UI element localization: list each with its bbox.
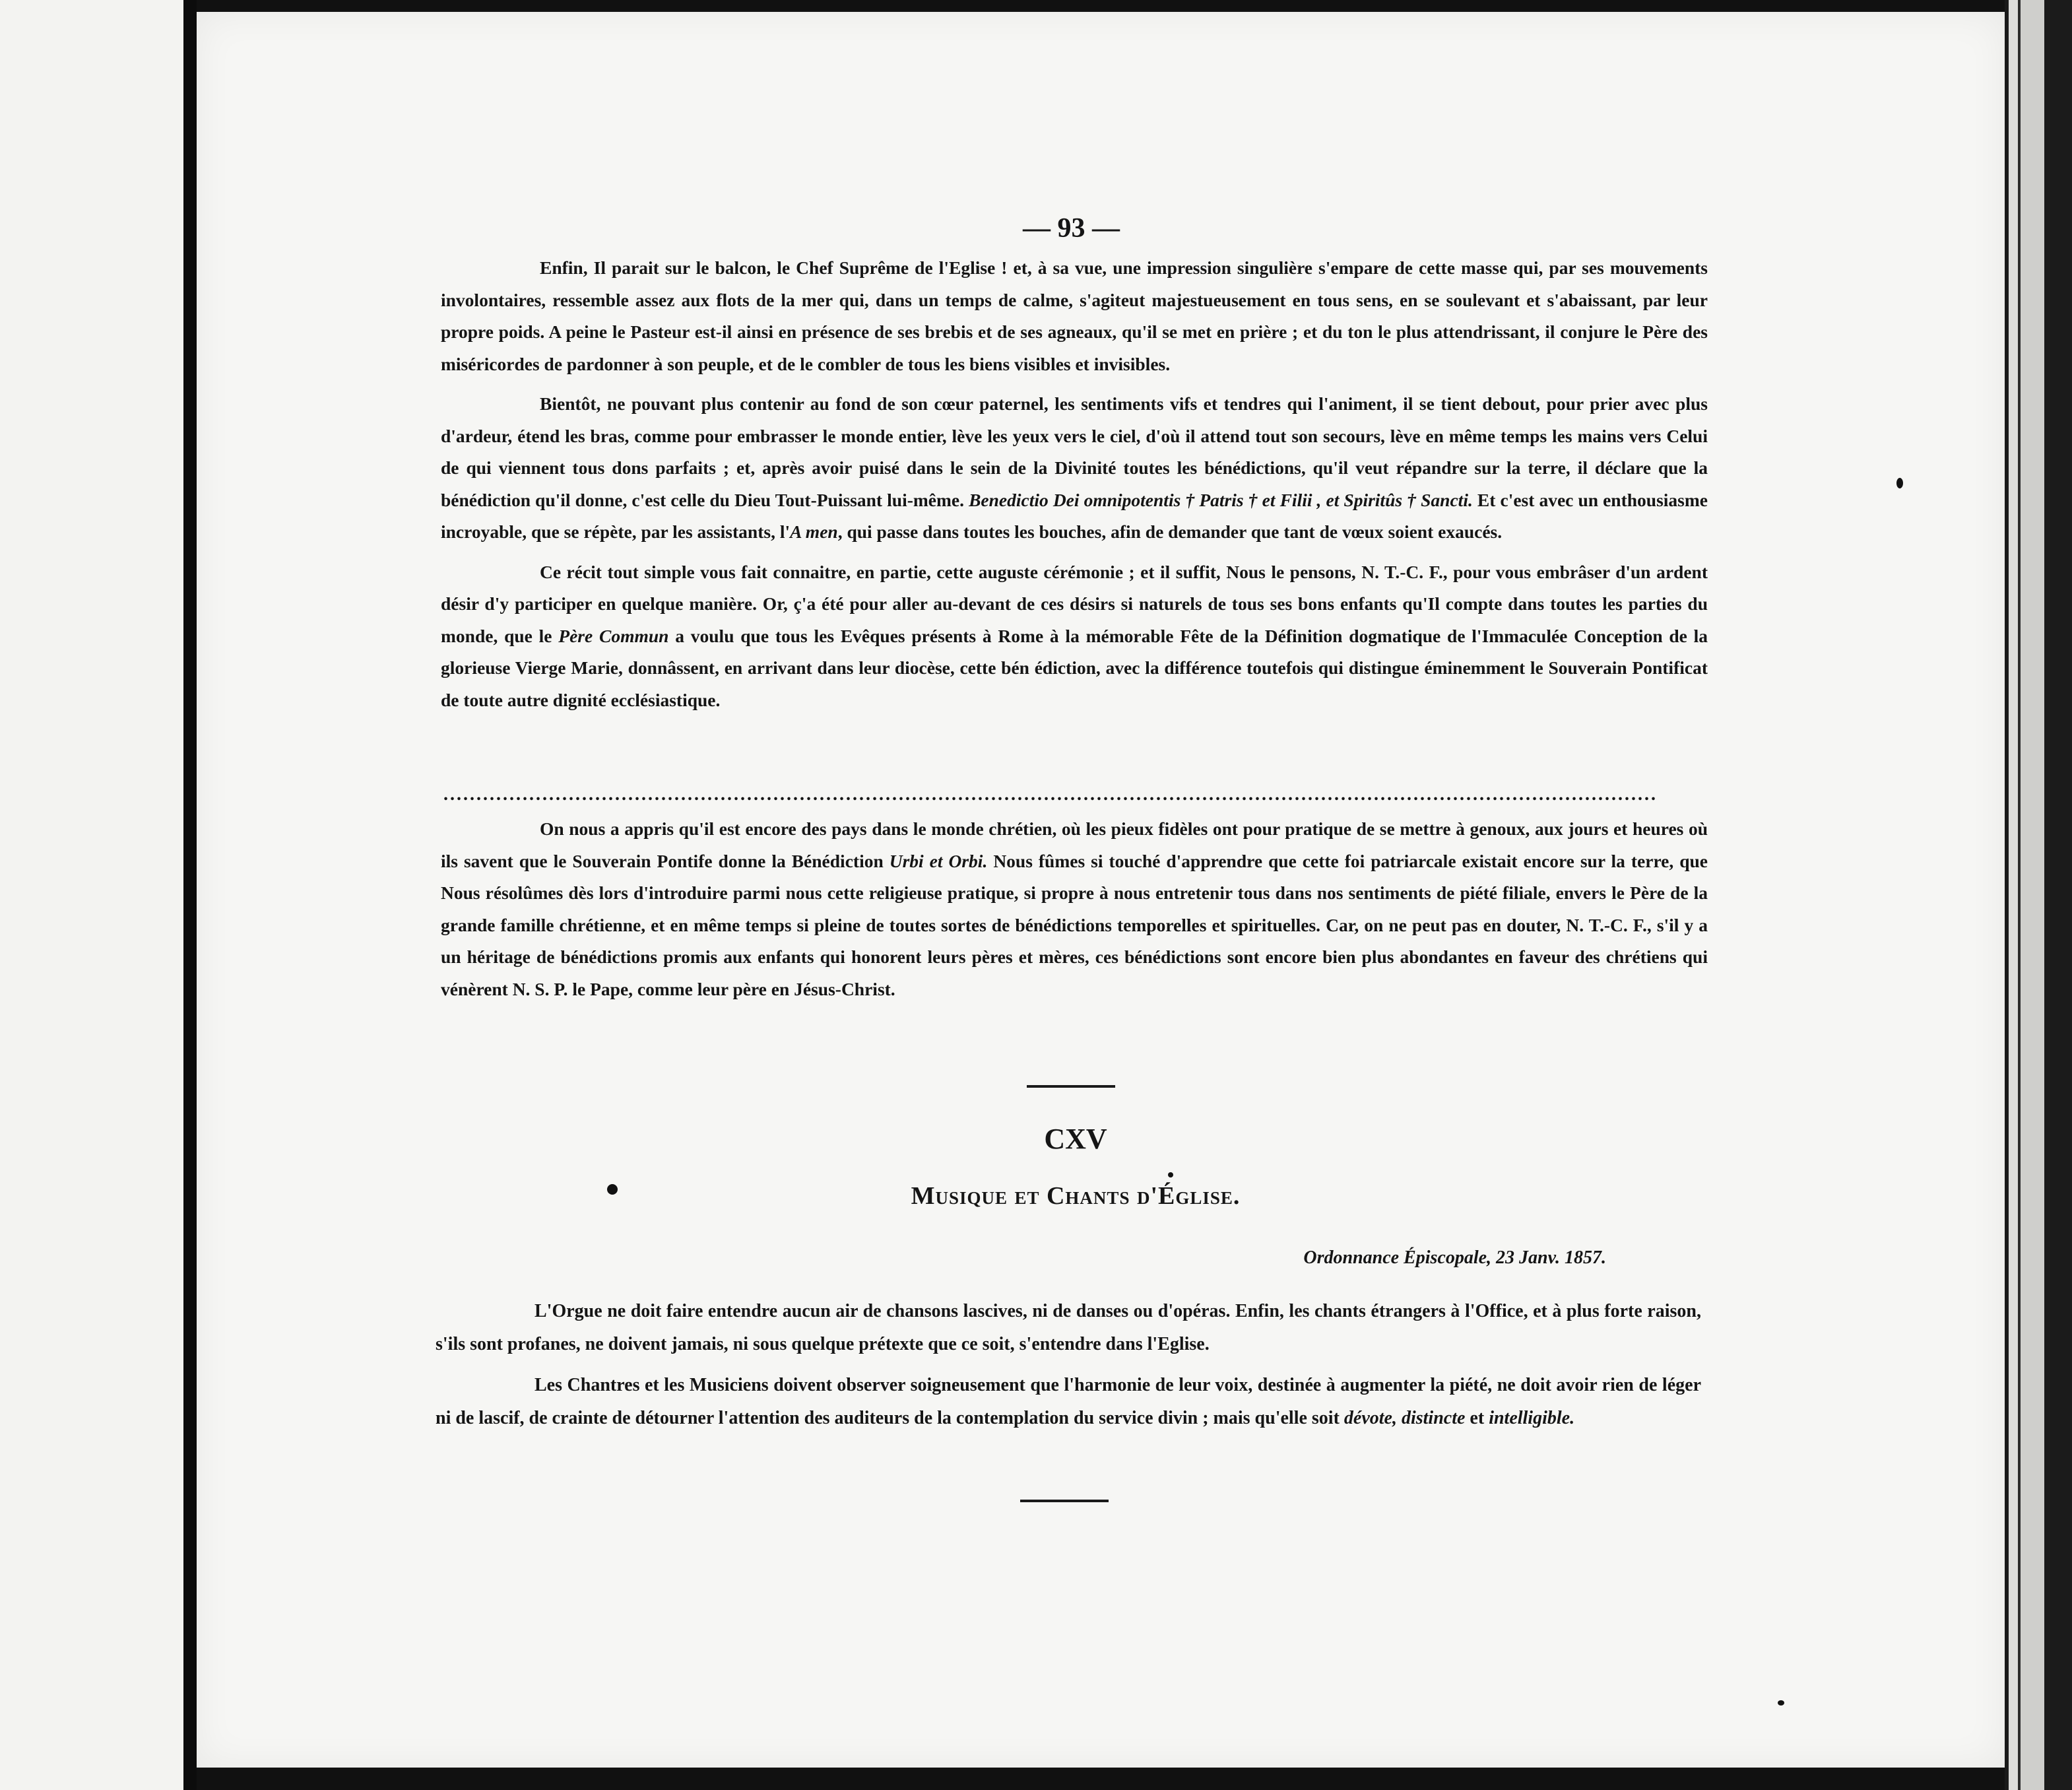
paragraph-3-text-a: Ce récit tout simple vous fait connaitre, en partie, cette auguste cérémonie ; et il suffit, Nous le pensons, N. T.-C. F., pour vous embrâser d'un ardent désir d'y participer en quelque manière. Or, ç'a été pour aller au-devant de ces désirs si naturels de tous ses bons enfants qu'Il compte dans toutes les parties du monde, que le	[441, 561, 1708, 646]
paragraph-4-text-b: Nous fûmes si touché d'apprendre que cette foi patriarcale existait encore sur la terre, que Nous résolûmes dès lors d'introduire parmi nous cette religieuse pratique, si propre à nous entretenir tous dans nos sentiments de piété filiale, envers le Père de la grande famille chrétienne, et en même temps si pleine de toutes sortes de bénédictions temporelles et spirituelles. Car, on ne peut pas en douter, N. T.-C. F., s'il y a un héritage de bénédictions promis aux enfants qui honorent leurs pères et mères, ces bénédictions sont encore bien plus abondantes en faveur des chrétiens qui vénèrent N. S. P. le Pape, comme leur père en Jésus-Christ.	[441, 850, 1708, 999]
section-rule-top	[1027, 1085, 1115, 1088]
book-gutter	[183, 0, 197, 1790]
paragraph-2	[441, 388, 1708, 548]
scan-speck	[607, 1184, 618, 1195]
chapter-number: CXV	[1044, 1123, 1107, 1155]
ordinance-reference: Ordonnance Épiscopale, 23 Janv. 1857.	[1303, 1247, 1606, 1268]
section-3	[436, 1295, 1701, 1443]
paragraph-4	[441, 813, 1708, 1005]
paragraph-5: L'Orgue ne doit faire entendre aucun air de chansons lascives, ni de danses ou d'opéras. Enfin, les chants étrangers à l'Office, et à plus forte raison, s'ils sont profanes, ne doivent jamais, ni sous quelque prétexte que ce soit, s'entendre dans l'Eglise.	[436, 1301, 1701, 1354]
distincte-word: distincte	[1401, 1408, 1466, 1428]
paragraph-2-text-c: , qui passe dans toutes les bouches, afin de demander que tant de vœux soient exaucés.	[837, 521, 1503, 542]
devote-word: dévote,	[1344, 1408, 1397, 1428]
section-1	[441, 252, 1708, 724]
paragraph-4-text-a: On nous a appris qu'il est encore des pays dans le monde chrétien, où les pieux fidèles ont pour pratique de se mettre à genoux, aux jours et heures où ils savent que le Souverain Pontife donne la Bénédiction	[441, 818, 1708, 871]
paragraph-3-text-b: a voulu que tous les Evêques présents à Rome à la mémorable Fête de la Définition dogmatique de l'Immaculée Conception de la glorieuse Vierge Marie, donnâssent, en arrivant dans leur diocèse, cette bén édiction, avec la différence toutefois qui distingue éminemment le Souverain Pontificat de toute autre dignité ecclésiastique.	[441, 625, 1708, 710]
intelligible-word: intelligible.	[1489, 1408, 1575, 1428]
latin-benediction: Benedictio Dei omnipotentis † Patris † et Filii , et Spiritûs † Sancti.	[969, 489, 1473, 510]
amen-word: A men	[790, 521, 838, 542]
paragraph-2-text-b: Et c'est avec un enthousiasme incroyable, que se répète, par les assistants, l'	[441, 489, 1708, 542]
scan-speck	[1778, 1700, 1784, 1706]
scan-speck	[1168, 1172, 1173, 1177]
et-word: et	[1470, 1408, 1485, 1428]
paragraph-6	[436, 1369, 1701, 1435]
paragraph-2-text-a: Bientôt, ne pouvant plus contenir au fond de son cœur paternel, les sentiments vifs et tendres qui l'animent, il se tient debout, pour prier avec plus d'ardeur, étend les bras, comme pour embrasser le monde entier, lève les yeux vers le ciel, d'où il attend tout son secours, lève en même temps les mains vers Celui de qui viennent tous dons parfaits ; et, après avoir puisé dans le sein de la Divinité toutes les bénédictions, qu'il veut répandre sur la terre, il déclare que la bénédiction qu'il donne, c'est celle du Dieu Tout-Puissant lui-même.	[441, 393, 1708, 510]
paragraph-6-text-a: Les Chantres et les Musiciens doivent observer soigneusement que l'harmonie de leur voix, destinée à augmenter la piété, ne doit avoir rien de léger ni de lascif, de crainte de détourner l'attention des auditeurs de la contemplation du service divin ; mais qu'elle soit	[436, 1375, 1701, 1428]
paragraph-1: Enfin, Il parait sur le balcon, le Chef Suprême de l'Eglise ! et, à sa vue, une impression singulière s'empare de cette masse qui, par ses mouvements involontaires, ressemble assez aux flots de la mer qui, dans un temps de calme, s'agiteut majestueusement en tous sens, en se soulevant et s'abaissant, par leur propre poids. A peine le Pasteur est-il ainsi en présence de ses brebis et de ses agneaux, qu'il se met en prière ; et du ton le plus attendrissant, il conjure le Père des miséricordes de pardonner à son peuple, et de le combler de tous les biens visibles et invisibles.	[441, 257, 1708, 374]
paragraph-3	[441, 556, 1708, 717]
chapter-title: Musique et Chants d'Église.	[911, 1182, 1241, 1210]
previous-page	[0, 0, 183, 1790]
dotted-separator: ........................................................................................................................................................................................	[443, 784, 1658, 805]
scan-speck	[1896, 478, 1903, 488]
pere-commun: Père Commun	[558, 625, 669, 646]
section-2	[441, 813, 1708, 1013]
urbi-et-orbi: Urbi et Orbi.	[889, 850, 988, 871]
section-rule-bottom	[1020, 1500, 1109, 1502]
page-edge	[2005, 0, 2072, 1790]
page-number: — 93 —	[1023, 213, 1120, 244]
